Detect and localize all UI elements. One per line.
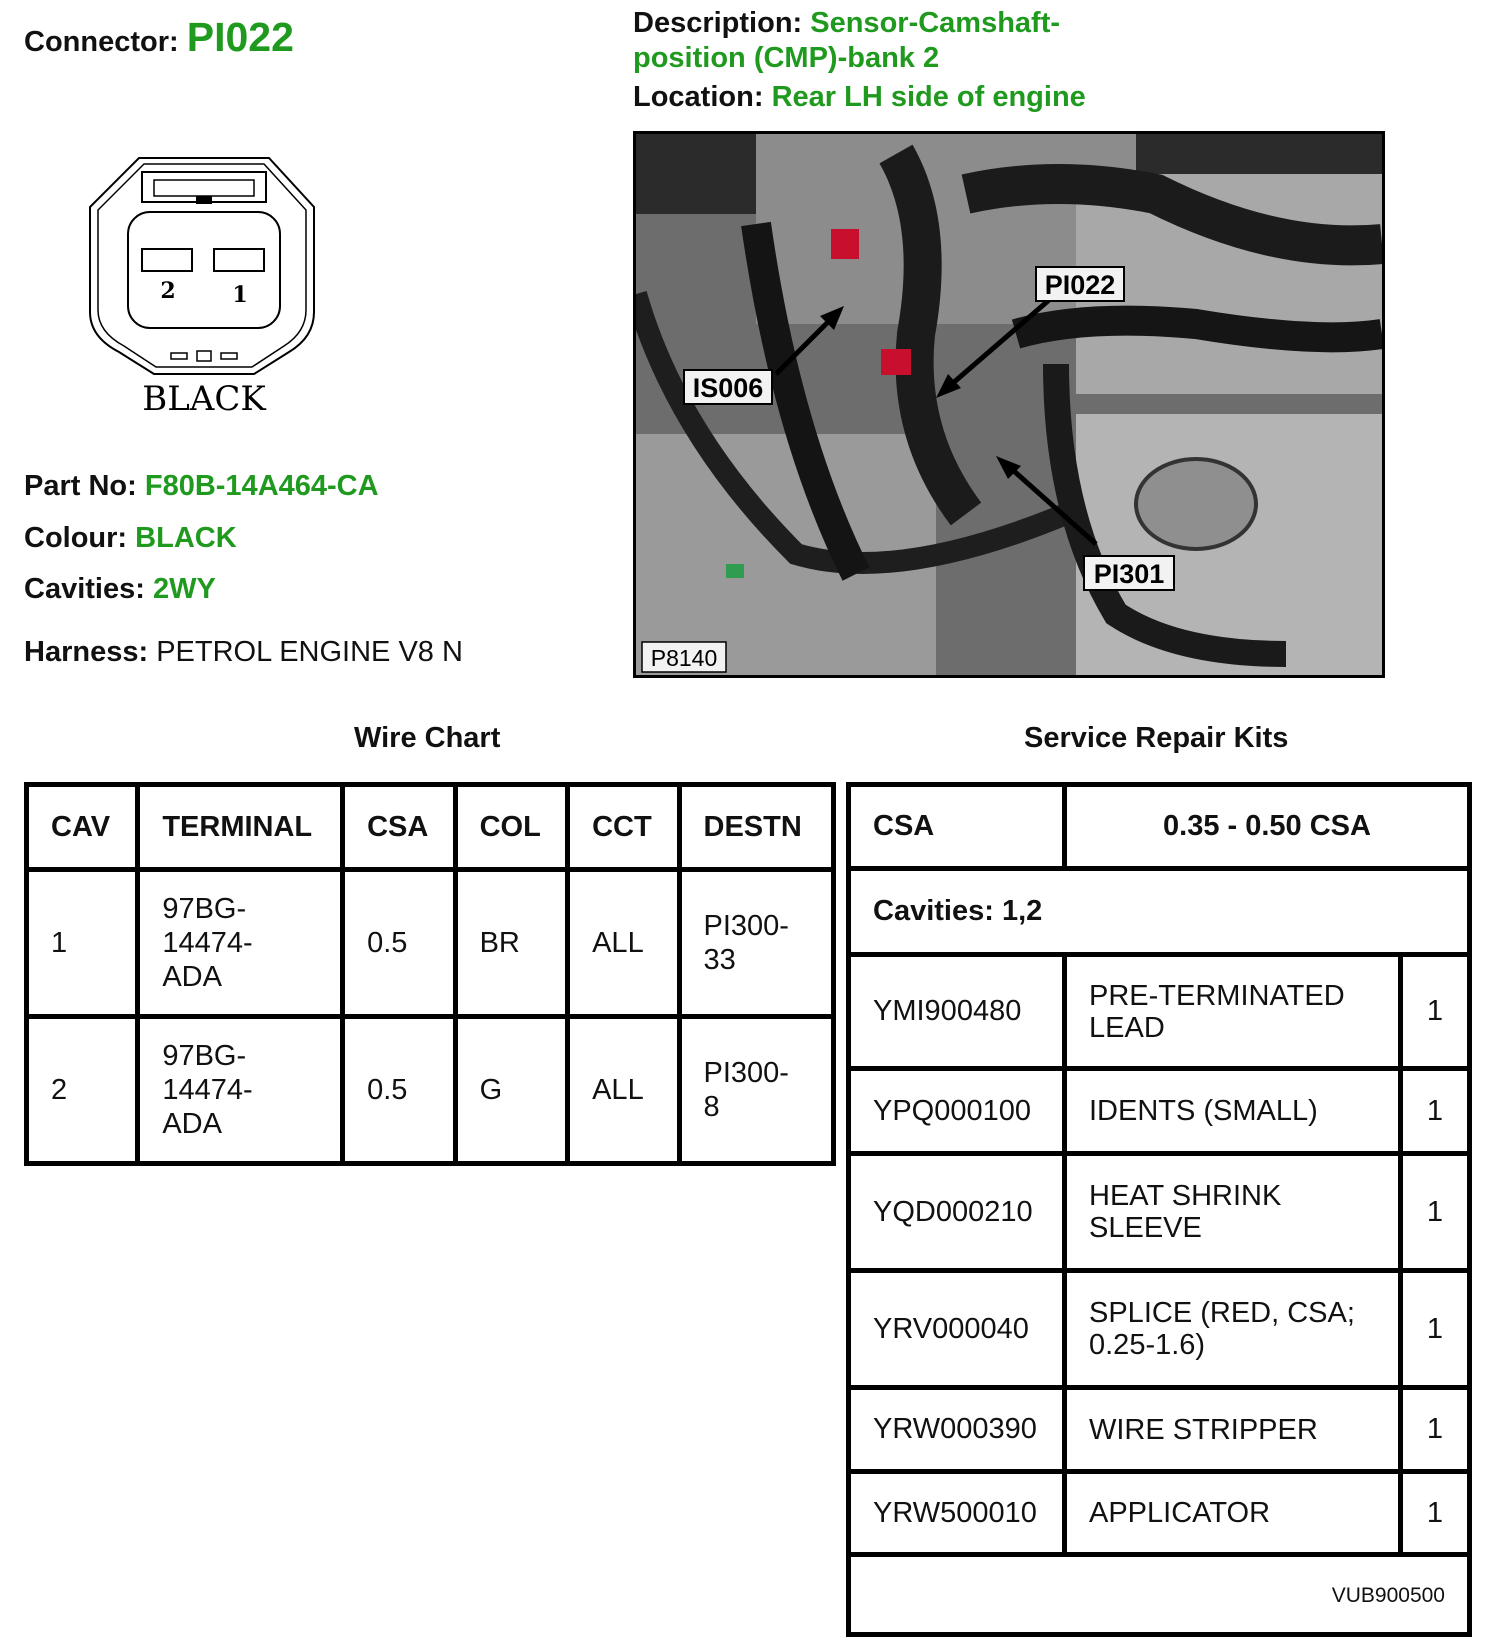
colour-value: BLACK xyxy=(135,522,237,554)
cell-col: BR xyxy=(455,870,568,1017)
cavities-value: 2WY xyxy=(152,573,216,605)
cell-terminal: 97BG- 14474- ADA xyxy=(138,870,343,1017)
kits-header-row xyxy=(851,787,1467,871)
service-kits-table xyxy=(846,782,1472,1637)
header-terminal: TERMINAL xyxy=(138,785,343,870)
kit-part: YRW500010 xyxy=(851,1474,1067,1552)
location-value: Rear LH side of engine xyxy=(771,81,1086,113)
description xyxy=(633,6,1153,76)
table-row xyxy=(851,1474,1467,1557)
harness-label: Harness: xyxy=(24,636,149,668)
kit-desc: HEAT SHRINK SLEEVE xyxy=(1067,1156,1403,1268)
part-number-value: F80B-14A464-CA xyxy=(144,470,379,502)
cell-cct: ALL xyxy=(568,870,679,1017)
cell-cav: 2 xyxy=(27,1017,138,1164)
kits-rows xyxy=(851,957,1467,1557)
wire-chart-title: Wire Chart xyxy=(354,722,501,754)
cell-csa: 0.5 xyxy=(343,1017,456,1164)
photo-ref: P8140 xyxy=(650,645,718,671)
kit-part: YRV000040 xyxy=(851,1273,1067,1385)
kit-desc: PRE-TERMINATED LEAD xyxy=(1067,957,1403,1066)
harness-value: PETROL ENGINE V8 N xyxy=(156,636,463,668)
kit-desc: WIRE STRIPPER xyxy=(1067,1390,1403,1469)
connector-label: Connector: xyxy=(24,26,179,58)
cell-terminal: 97BG- 14474- ADA xyxy=(138,1017,343,1164)
service-kits-title: Service Repair Kits xyxy=(1024,722,1289,754)
header-destn: DESTN xyxy=(679,785,834,870)
table-row xyxy=(851,1071,1467,1156)
cell-cct: ALL xyxy=(568,1017,679,1164)
kits-cavities: Cavities: 1,2 xyxy=(851,871,1467,957)
header-cct: CCT xyxy=(568,785,679,870)
kit-desc: SPLICE (RED, CSA; 0.25-1.6) xyxy=(1067,1273,1403,1385)
pin-label-2: 2 xyxy=(160,278,176,304)
location-label: Location: xyxy=(633,81,764,113)
kit-qty: 1 xyxy=(1426,1195,1444,1228)
connector-colour-text: BLACK xyxy=(142,379,266,419)
table-row xyxy=(851,1273,1467,1390)
harness xyxy=(24,636,463,669)
header-cav: CAV xyxy=(27,785,138,870)
wire-chart-header-row xyxy=(27,785,834,870)
kit-desc: IDENTS (SMALL) xyxy=(1067,1071,1403,1151)
connector-heading xyxy=(24,14,294,61)
kit-qty: 1 xyxy=(1426,1413,1444,1445)
cell-csa: 0.5 xyxy=(343,870,456,1017)
table-row xyxy=(851,1156,1467,1273)
kits-header-range: 0.35 - 0.50 CSA xyxy=(1163,810,1371,842)
colour-label: Colour: xyxy=(24,522,128,554)
pin-label-1: 1 xyxy=(232,282,248,308)
kit-qty: 1 xyxy=(1426,995,1444,1027)
kit-part: YMI900480 xyxy=(851,957,1067,1066)
cavities xyxy=(24,573,216,606)
callout-pi022: PI022 xyxy=(1044,270,1116,300)
kit-qty: 1 xyxy=(1426,1312,1444,1345)
colour xyxy=(24,522,237,555)
kit-part: YRW000390 xyxy=(851,1390,1067,1469)
callout-pi301: PI301 xyxy=(1093,559,1165,589)
location xyxy=(633,81,1086,114)
header-col: COL xyxy=(455,785,568,870)
table-row xyxy=(27,870,834,1017)
cavities-label: Cavities: xyxy=(24,573,145,605)
description-value: Sensor-Camshaft-position (CMP)-bank 2 xyxy=(633,7,1061,74)
wire-chart-table xyxy=(24,782,836,1166)
part-number xyxy=(24,470,379,503)
connector-code: PI022 xyxy=(186,14,294,60)
cell-col: G xyxy=(455,1017,568,1164)
kit-part: YPQ000100 xyxy=(851,1071,1067,1151)
header-csa: CSA xyxy=(343,785,456,870)
cell-cav: 1 xyxy=(27,870,138,1017)
kits-footer-code: VUB900500 xyxy=(1331,1584,1445,1607)
engine-photo xyxy=(633,131,1385,678)
table-row xyxy=(27,1017,834,1164)
table-row xyxy=(851,1390,1467,1474)
callout-is006: IS006 xyxy=(692,373,764,403)
cell-destn: PI300- 33 xyxy=(679,870,834,1017)
kits-header-csa: CSA xyxy=(851,787,1067,866)
table-row xyxy=(851,957,1467,1071)
kit-qty: 1 xyxy=(1426,1094,1444,1127)
kit-qty: 1 xyxy=(1426,1496,1444,1529)
part-number-label: Part No: xyxy=(24,470,137,502)
description-label: Description: xyxy=(633,7,803,39)
kit-desc: APPLICATOR xyxy=(1067,1474,1403,1552)
connector-face-drawing xyxy=(84,152,324,432)
cell-destn: PI300- 8 xyxy=(679,1017,834,1164)
kit-part: YQD000210 xyxy=(851,1156,1067,1268)
